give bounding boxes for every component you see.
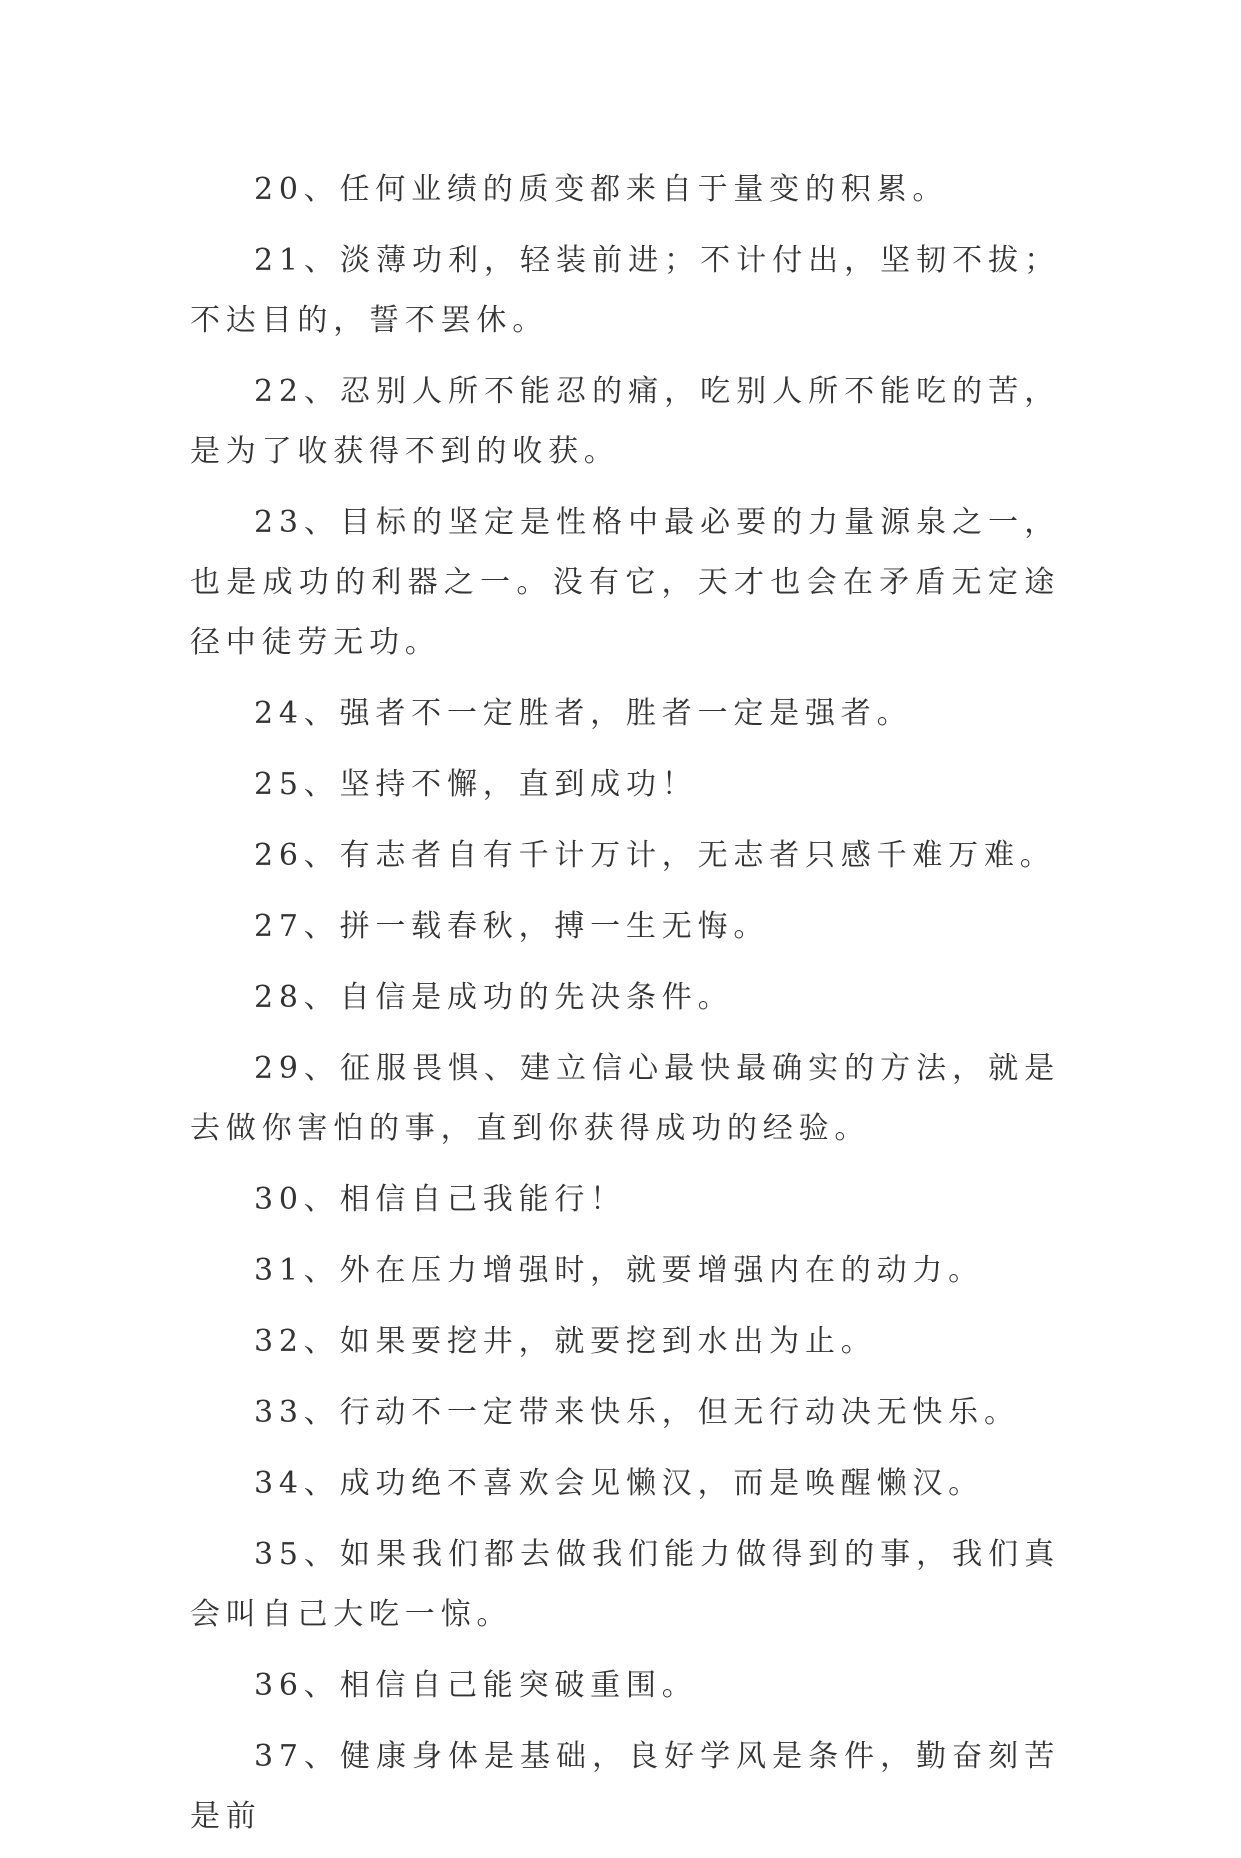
paragraph-25: 25、坚持不懈，直到成功！ xyxy=(254,767,698,802)
paragraph-21: 21、淡薄功利，轻装前进；不计付出，坚韧不拔；不达目的，誓不罢休。 xyxy=(190,243,1060,338)
paragraph-27: 27、拼一载春秋，搏一生无悔。 xyxy=(254,909,770,944)
paragraph-31: 31、外在压力增强时，就要增强内在的动力。 xyxy=(254,1253,984,1288)
paragraph-36: 36、相信自己能突破重围。 xyxy=(254,1668,698,1703)
paragraph-32: 32、如果要挖井，就要挖到水出为止。 xyxy=(254,1324,877,1359)
paragraph-37: 37、健康身体是基础，良好学风是条件，勤奋刻苦是前 xyxy=(190,1739,1060,1834)
paragraph-30: 30、相信自己我能行！ xyxy=(254,1182,626,1217)
paragraph-22: 22、忍别人所不能忍的痛，吃别人所不能吃的苦，是为了收获得不到的收获。 xyxy=(190,374,1060,469)
document-body xyxy=(190,160,1060,1858)
paragraph-33: 33、行动不一定带来快乐，但无行动决无快乐。 xyxy=(254,1395,1020,1430)
paragraph-26: 26、有志者自有千计万计，无志者只感千难万难。 xyxy=(254,838,1056,873)
paragraph-35: 35、如果我们都去做我们能力做得到的事，我们真会叫自己大吃一惊。 xyxy=(190,1537,1060,1632)
paragraph-20: 20、任何业绩的质变都来自于量变的积累。 xyxy=(254,172,949,207)
paragraph-34: 34、成功绝不喜欢会见懒汉，而是唤醒懒汉。 xyxy=(254,1466,984,1501)
paragraph-23: 23、目标的坚定是性格中最必要的力量源泉之一，也是成功的利器之一。没有它，天才也会在矛盾无定途径中徒劳无功。 xyxy=(190,505,1060,660)
paragraph-28: 28、自信是成功的先决条件。 xyxy=(254,980,734,1015)
paragraph-29: 29、征服畏惧、建立信心最快最确实的方法，就是去做你害怕的事，直到你获得成功的经验。 xyxy=(190,1051,1060,1146)
paragraph-24: 24、强者不一定胜者，胜者一定是强者。 xyxy=(254,696,913,731)
